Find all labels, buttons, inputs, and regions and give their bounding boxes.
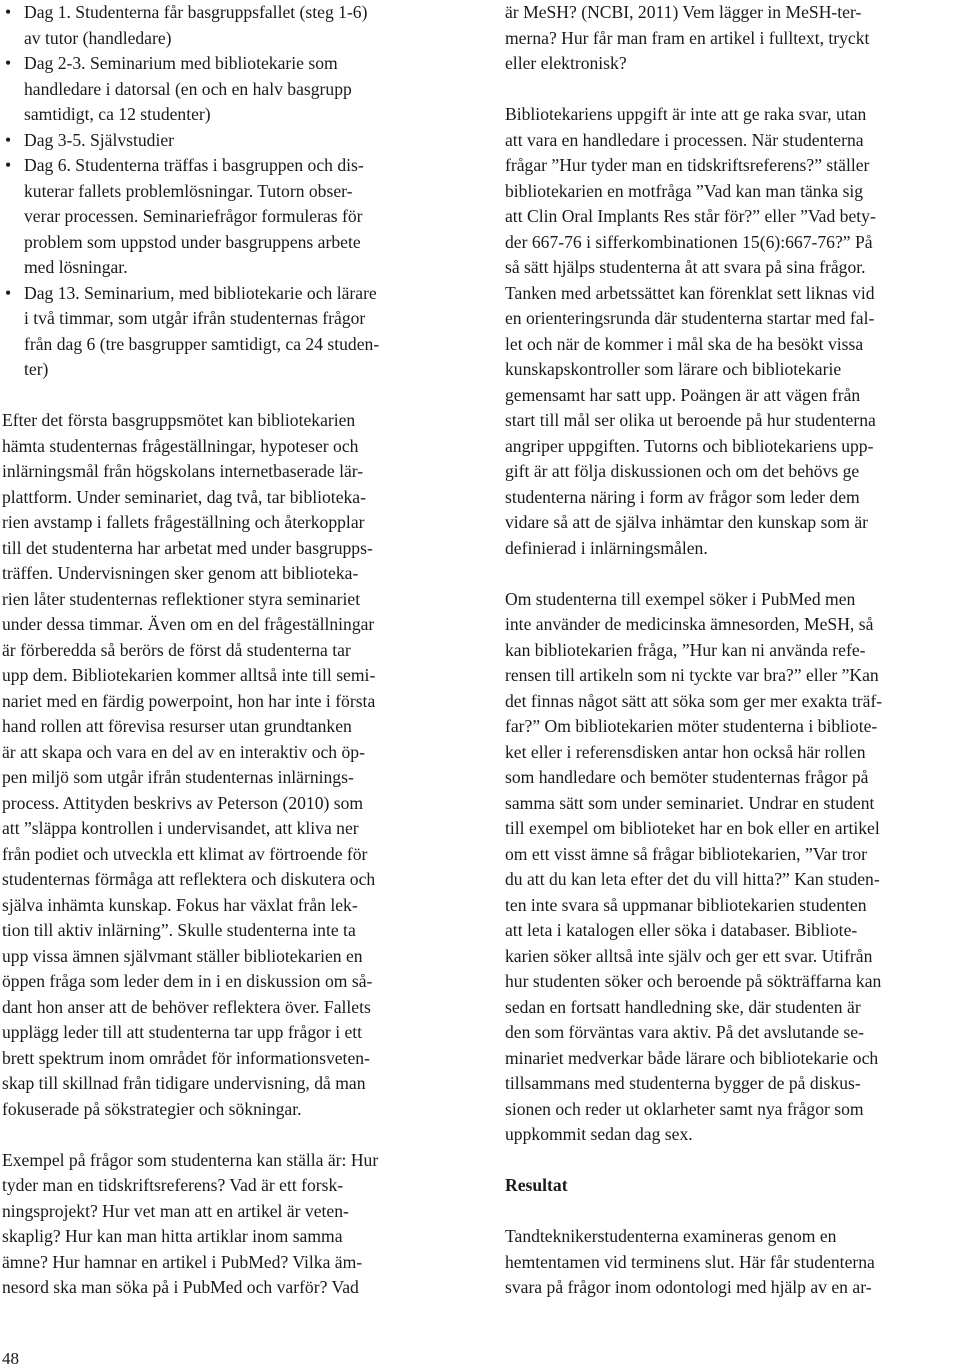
- text-line: eller elektronisk?: [505, 53, 627, 73]
- text-line: från dag 6 (tre basgrupper samtidigt, ca 24 studen-: [24, 333, 380, 354]
- text-line: inlärningsmål från högskolans internetbaserade lär-: [2, 461, 364, 481]
- text-line: skaplig? Hur kan man hitta artiklar inom samma: [2, 1226, 343, 1246]
- text-line: är förberedda så berörs de först då studenterna tar: [2, 639, 351, 660]
- text-line: process. Attityden beskrivs av Peterson (2010) som: [2, 792, 364, 813]
- text-line: Exempel på frågor som studenterna kan ställa är: Hur: [2, 1149, 379, 1170]
- text-line: att leta i katalogen eller söka i databaser. Bibliote-: [505, 920, 858, 940]
- text-line: uppkommit sedan dag sex.: [505, 1124, 693, 1144]
- text-line: inte använder de medicinska ämnesorden, MeSH, så: [505, 614, 874, 634]
- left-column: [2, 0, 460, 1301]
- text-line: vidare så att de själva inhämtar den kunskap som är: [505, 512, 868, 532]
- text-line: så sätt hjälps studenterna åt att svara på sina frågor.: [505, 257, 866, 277]
- text-line: frågar ”Hur tyder man en tidskriftsreferens?” ställer: [505, 155, 870, 175]
- text-line: kunskapskontroller som lärare och bibliotekarie: [505, 359, 842, 379]
- text-line: samtidigt, ca 12 studenter): [24, 104, 211, 124]
- bullet-icon: •: [5, 282, 12, 303]
- bullet-icon: •: [5, 53, 12, 73]
- text-line: gift är att följa diskussionen och om det behövs ge: [505, 461, 860, 481]
- text-line: plattform. Under seminariet, dag två, tar biblioteka-: [2, 486, 366, 507]
- text-line: tillsammans med studenterna bygger de på diskus-: [505, 1073, 861, 1093]
- text-line: av tutor (handledare): [24, 27, 172, 48]
- bullet-item: [2, 281, 460, 383]
- text-line: samma sätt som under seminariet. Undrar en student: [505, 792, 875, 813]
- text-line: upp vissa ämnen självmant ställer bibliotekarien en: [2, 945, 363, 966]
- text-line: som handledare och bemöter studenternas frågor på: [505, 767, 869, 787]
- text-line: kuterar fallets problemlösningar. Tutorn obser-: [24, 180, 353, 201]
- text-line: du att du kan leta efter det du vill hitta?” Kan studen-: [505, 869, 880, 889]
- text-line: nariet med en färdig powerpoint, hon har inte i första: [2, 690, 376, 711]
- text-line: Dag 1. Studenterna får basgruppsfallet (steg 1-6): [24, 2, 368, 22]
- text-line: dant hon anser att de behöver reflektera över. Fallets: [2, 996, 371, 1017]
- text-line: upplägg leder till att studenterna tar upp frågor i ett: [2, 1022, 363, 1042]
- text-line: under dessa timmar. Även om en del frågeställningar: [2, 614, 375, 634]
- body-paragraph: [505, 1224, 958, 1301]
- text-line: till exempel om biblioteket har en bok eller en artikel: [505, 818, 880, 838]
- text-line: studenterna näring i form av frågor som leder dem: [505, 486, 860, 507]
- text-line: far?” Om bibliotekarien möter studenterna i bibliote-: [505, 716, 878, 736]
- section-heading: Resultat: [505, 1175, 568, 1195]
- text-line: bibliotekarien en motfråga ”Vad kan man tänka sig: [505, 180, 864, 201]
- text-line: Dag 6. Studenterna träffas i basgruppen och dis-: [24, 155, 364, 175]
- text-line: ter): [24, 359, 49, 379]
- text-line: öppen fråga som leder dem in i en diskussion om så-: [2, 971, 373, 991]
- text-line: Dag 2-3. Seminarium med bibliotekarie som: [24, 53, 338, 73]
- bullet-item: [2, 0, 460, 51]
- text-line: ningsprojekt? Hur vet man att en artikel är veten-: [2, 1200, 349, 1221]
- text-line: rensen till artikeln som ni tyckte var bra?” eller ”Kan: [505, 665, 879, 685]
- text-line: hämta studenternas frågeställningar, hypoteser och: [2, 435, 359, 456]
- text-line: att vara en handledare i processen. När studenterna: [505, 129, 864, 150]
- text-line: sedan en fortsatt handledning ske, där studenten är: [505, 996, 861, 1017]
- text-line: hemtentamen vid terminens slut. Här får studenterna: [505, 1251, 875, 1272]
- text-line: minariet medverkar både lärare och bibliotekarie och: [505, 1047, 879, 1068]
- text-line: hur studenten söker och beroende på sökträffarna kan: [505, 971, 882, 991]
- bullet-item: [2, 51, 460, 128]
- text-line: är att skapa och vara en del av en interaktiv och öp-: [2, 741, 365, 762]
- text-line: start till mål ser olika ut beroende på hur studenterna: [505, 410, 876, 430]
- body-paragraph: [505, 102, 958, 561]
- bullet-icon: •: [5, 129, 12, 150]
- text-line: rien avstamp i fallets frågeställning och återkopplar: [2, 512, 365, 532]
- text-line: svara på frågor inom odontologi med hjälp av en ar-: [505, 1277, 872, 1297]
- text-line: rien låter studenternas reflektioner styra seminariet: [2, 588, 361, 609]
- text-line: är MeSH? (NCBI, 2011) Vem lägger in MeSH-ter-: [505, 2, 862, 22]
- text-line: upp dem. Bibliotekarien kommer alltså inte till semi-: [2, 665, 376, 685]
- body-paragraph: [2, 1148, 460, 1301]
- bullet-icon: •: [5, 2, 12, 22]
- text-line: med lösningar.: [24, 257, 128, 277]
- page-number: 48: [2, 1349, 19, 1368]
- text-line: till det studenterna har arbetat med under basgrupps-: [2, 537, 373, 558]
- text-line: en orienteringsrunda där studenterna startar med fal-: [505, 308, 875, 328]
- bullet-item: [2, 128, 460, 154]
- text-line: der 667-76 i sifferkombinationen 15(6):667-76?” På: [505, 231, 873, 252]
- text-line: tion till aktiv inlärning”. Skulle studenterna inte ta: [2, 920, 356, 940]
- text-line: Om studenterna till exempel söker i PubMed men: [505, 588, 856, 609]
- text-line: det finnas något sätt att söka som ger mer exakta träf-: [505, 690, 883, 711]
- text-line: träffen. Undervisningen sker genom att biblioteka-: [2, 563, 359, 583]
- text-line: studenternas förmåga att reflektera och diskutera och: [2, 869, 376, 889]
- text-line: kan bibliotekarien fråga, ”Hur kan ni använda refe-: [505, 639, 866, 660]
- text-line: skap till skillnad från tidigare undervisning, då man: [2, 1073, 366, 1093]
- bullet-item: [2, 153, 460, 281]
- text-line: hand rollen att förevisa resurser utan grundtanken: [2, 716, 352, 736]
- text-line: Dag 13. Seminarium, med bibliotekarie och lärare: [24, 282, 377, 303]
- text-line: merna? Hur får man fram en artikel i fulltext, tryckt: [505, 27, 870, 48]
- right-column: [505, 0, 958, 1301]
- text-line: angriper uppgiften. Tutorns och bibliotekariens upp-: [505, 435, 874, 456]
- text-line: handledare i datorsal (en och en halv basgrupp: [24, 78, 352, 99]
- body-paragraph: [505, 0, 958, 77]
- text-line: ket eller i referensdisken antar hon också här rollen: [505, 741, 866, 762]
- text-line: let och när de kommer i mål ska de ha besökt vissa: [505, 333, 864, 354]
- body-paragraph: [505, 587, 958, 1148]
- text-line: ten inte svara så uppmanar bibliotekarien studenten: [505, 894, 867, 915]
- text-line: gemensamt har satt upp. Poängen är att vägen från: [505, 384, 861, 405]
- text-line: Tanken med arbetssättet kan förenklat sett liknas vid: [505, 282, 875, 303]
- text-line: brett spektrum inom området för informationsveten-: [2, 1047, 370, 1068]
- body-paragraph: [2, 408, 460, 1122]
- text-line: tyder man en tidskriftsreferens? Vad är ett forsk-: [2, 1175, 344, 1195]
- text-line: den som förväntas vara aktiv. På det avslutande se-: [505, 1022, 864, 1042]
- text-line: om ett visst ämne så frågar bibliotekarien, ”Var tror: [505, 843, 868, 864]
- text-line: verar processen. Seminariefrågor formuleras för: [24, 206, 363, 226]
- text-line: Tandteknikerstudenterna examineras genom en: [505, 1226, 837, 1246]
- text-line: karien söker alltså inte själv och ger ett svar. Utifrån: [505, 945, 873, 966]
- schedule-bullet-list: [2, 0, 460, 383]
- text-line: själva inhämta kunskap. Fokus har växlat från lek-: [2, 894, 358, 915]
- text-line: definierad i inlärningsmålen.: [505, 537, 708, 558]
- text-line: från podiet och utveckla ett klimat av förtroende för: [2, 843, 368, 864]
- text-line: problem som uppstod under basgruppens arbete: [24, 231, 361, 252]
- text-line: sionen och reder ut oklarheter samt nya frågor som: [505, 1098, 864, 1119]
- text-line: nesord ska man söka på i PubMed och varför? Vad: [2, 1277, 359, 1297]
- text-line: fokuserade på sökstrategier och sökningar.: [2, 1098, 302, 1119]
- text-line: att Clin Oral Implants Res står för?” eller ”Vad bety-: [505, 206, 876, 226]
- text-line: ämne? Hur hamnar en artikel i PubMed? Vilka äm-: [2, 1251, 363, 1272]
- text-line: Efter det första basgruppsmötet kan bibliotekarien: [2, 410, 356, 430]
- bullet-icon: •: [5, 155, 12, 175]
- text-line: att ”släppa kontrollen i undervisandet, att kliva ner: [2, 818, 359, 838]
- text-line: i två timmar, som utgår ifrån studenternas frågor: [24, 308, 366, 328]
- text-line: Bibliotekariens uppgift är inte att ge raka svar, utan: [505, 104, 867, 124]
- text-line: Dag 3-5. Självstudier: [24, 129, 175, 150]
- text-line: pen miljö som utgår ifrån studenternas inlärnings-: [2, 767, 354, 787]
